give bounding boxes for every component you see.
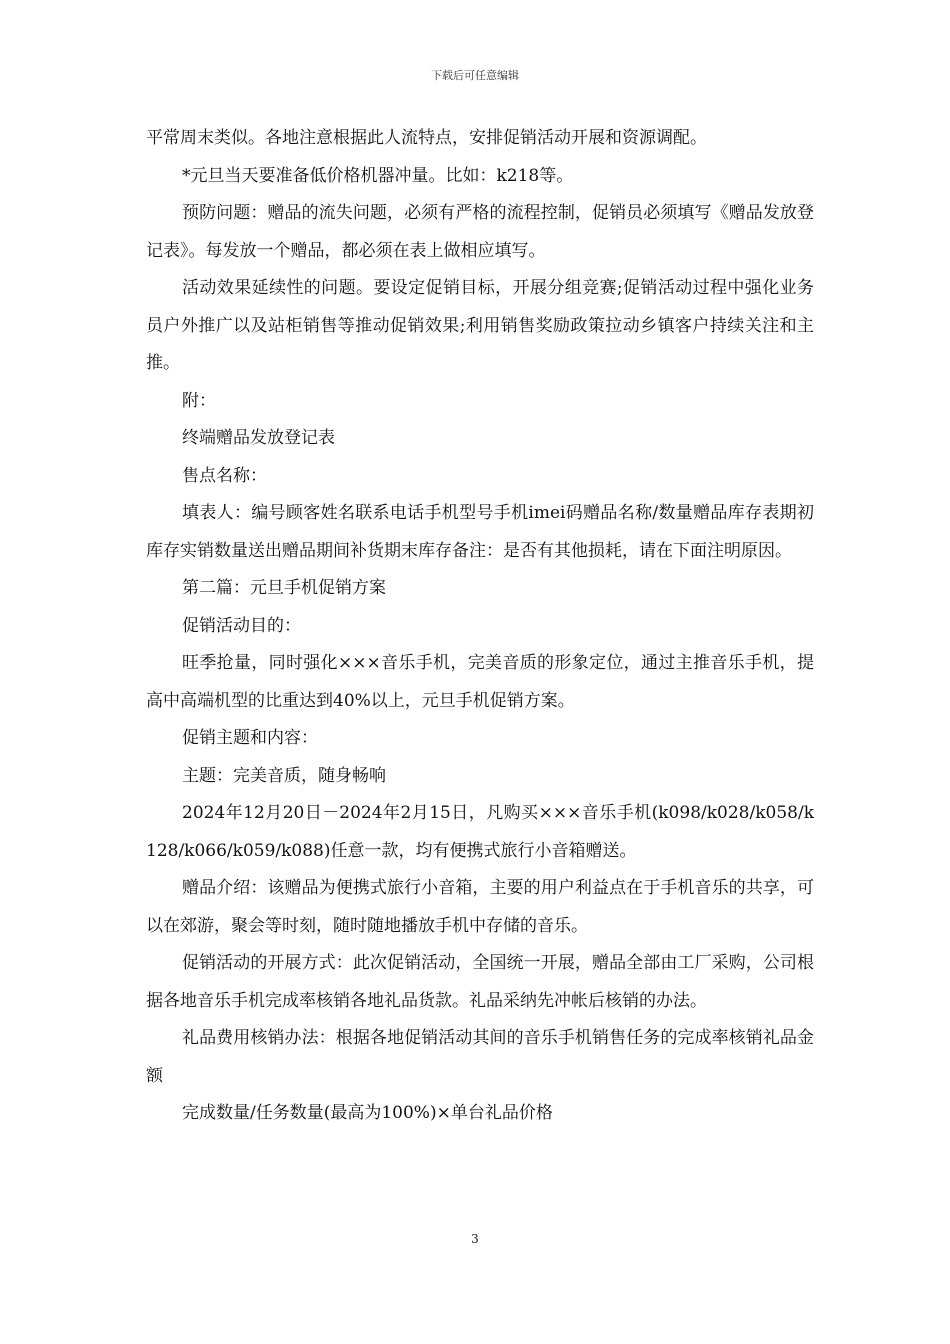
paragraph: 促销活动目的： xyxy=(182,615,301,636)
section-heading: 第二篇：元旦手机促销方案 xyxy=(182,578,386,598)
paragraph: *元旦当天要准备低价格机器冲量。比如：k218等。 xyxy=(182,165,574,186)
paragraph: 平常周末类似。各地注意根据此人流特点，安排促销活动开展和资源调配。 xyxy=(146,128,707,148)
paragraph: 售点名称： xyxy=(182,465,267,486)
paragraph: 附： xyxy=(182,390,216,411)
paragraph: 完成数量/任务数量(最高为100%)×单台礼品价格 xyxy=(182,1103,553,1123)
page-number: 3 xyxy=(471,1232,479,1246)
paragraph: 礼品费用核销办法：根据各地促销活动其间的音乐手机销售任务的完成率核销礼品金额 xyxy=(146,1028,814,1086)
paragraph: 终端赠品发放登记表 xyxy=(182,428,335,448)
paragraph: 旺季抢量，同时强化×××音乐手机，完美音质的形象定位，通过主推音乐手机，提高中高端机型的比重达到40%以上，元旦手机促销方案。 xyxy=(146,653,814,711)
paragraph: 促销活动的开展方式：此次促销活动，全国统一开展，赠品全部由工厂采购，公司根据各地音乐手机完成率核销各地礼品货款。礼品采纳先冲帐后核销的办法。 xyxy=(146,953,814,1011)
paragraph: 预防问题：赠品的流失问题，必须有严格的流程控制，促销员必须填写《赠品发放登记表》。每发放一个赠品，都必须在表上做相应填写。 xyxy=(146,203,814,261)
paragraph: 促销主题和内容： xyxy=(182,728,318,748)
document-body xyxy=(146,120,814,1133)
paragraph: 主题：完美音质，随身畅响 xyxy=(182,765,386,786)
paragraph: 赠品介绍：该赠品为便携式旅行小音箱，主要的用户利益点在于手机音乐的共享，可以在郊游，聚会等时刻，随时随地播放手机中存储的音乐。 xyxy=(146,878,814,936)
page-header: 下载后可任意编辑 xyxy=(431,69,519,82)
paragraph: 2024年12月20日－2024年2月15日，凡购买×××音乐手机(k098/k028/k058/k128/k066/k059/k088)任意一款，均有便携式旅行小音箱赠送。 xyxy=(146,803,814,861)
paragraph: 填表人：编号顾客姓名联系电话手机型号手机imei码赠品名称/数量赠品库存表期初库存实销数量送出赠品期间补货期末库存备注：是否有其他损耗，请在下面注明原因。 xyxy=(146,503,814,561)
paragraph: 活动效果延续性的问题。要设定促销目标，开展分组竞赛;促销活动过程中强化业务员户外推广以及站柜销售等推动促销效果;利用销售奖励政策拉动乡镇客户持续关注和主推。 xyxy=(146,278,814,373)
